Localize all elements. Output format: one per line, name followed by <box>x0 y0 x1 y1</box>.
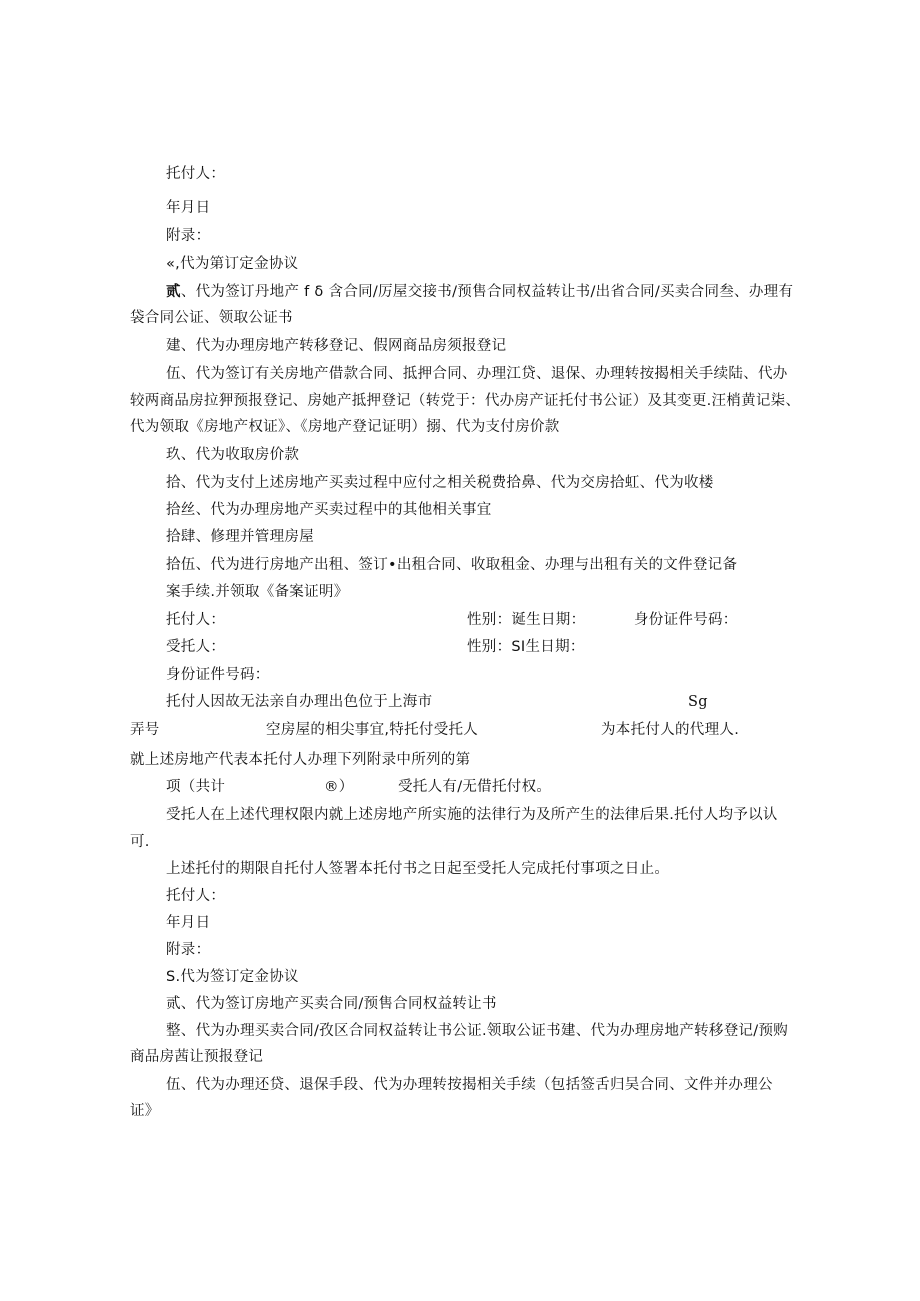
entrust-body-5-cont: 可. <box>130 834 150 850</box>
entrust-body-2c: 为本托付人的代理人. <box>601 722 740 738</box>
appendix-item-15-cont: 案手续.并领取《备案证明》 <box>166 584 349 600</box>
appendix-item-2-cont: 袋合同公证、领取公证书 <box>130 310 293 326</box>
date-line: 年月日 <box>166 200 211 216</box>
appendix-item-2-number: 贰 <box>166 284 181 300</box>
appendix2-item-1: S.代为签订定金协议 <box>166 969 299 985</box>
principal-gender-birth: 性别：诞生日期： <box>467 612 586 628</box>
appendix2-item-5-cont: 证》 <box>130 1103 160 1119</box>
entrust-body-2b: 空房屋的相尖事宜,特托付受托人 <box>266 722 479 738</box>
entrust-body-4b: ®） <box>324 779 354 795</box>
appendix-item-9: 玖、代为收取房价款 <box>166 447 300 463</box>
appendix-heading: 附录： <box>166 228 211 244</box>
appendix-item-5: 伍、代为签订有关房地产借款合同、抵押合同、办理江贷、退保、办理转按揭相关手续陆、代办 <box>166 366 788 382</box>
appendix-item-10: 拾、代为支付上述房地产买卖过程中应付之相关税费拾鼻、代为交房拾虹、代为收楼 <box>166 475 714 491</box>
entrust-body-1: 托付人因故无法亲自办理出色位于上海市 <box>166 694 433 710</box>
agent-gender-birth: 性别：SI生日期： <box>467 639 585 655</box>
date-line-2: 年月日 <box>166 915 211 931</box>
agent-id-number: 身份证件号码： <box>166 667 270 683</box>
principal-id-number: 身份证件号码： <box>634 612 738 628</box>
appendix-item-2 <box>166 282 793 302</box>
entrust-body-3: 就上述房地产代表本托付人办理下列附录中所列的第 <box>130 752 471 768</box>
agent-label: 受托人： <box>166 639 226 655</box>
entrust-body-5: 受托人在上述代理权限内就上述房地产所实施的法律行为及所产生的法律后果.托付人均予以认 <box>166 807 778 823</box>
appendix-item-5-cont: 较两商品房拉狎预报登记、房她产抵押登记（转党于：代办房产证托付书公证）及其变更.汪梢黄记柒、 <box>130 393 801 409</box>
appendix-item-4: 建、代为办理房地产转移登记、假网商品房须报登记 <box>166 338 507 354</box>
appendix2-item-3-cont: 商品房茜让预报登记 <box>130 1049 264 1065</box>
entrust-body-4c: 受托人有/无借托付权。 <box>398 779 552 795</box>
appendix-item-7: 代为领取《房地产权证》、《房地产登记证明）搦、代为支付房价款 <box>130 419 560 435</box>
appendix-heading-2: 附录： <box>166 942 211 958</box>
entrust-body-6: 上述托付的期限自托付人签署本托付书之日起至受托人完成托付事项之日止。 <box>166 861 670 877</box>
appendix2-item-3: 整、代为办理买卖合同/孜区合同权益转让书公证.领取公证书建、代为办理房地产转移登记/预购 <box>166 1023 789 1039</box>
appendix-item-15: 拾伍、代为进行房地产出租、签订•出租合同、收取租金、办理与出租有关的文件登记备 <box>166 557 738 573</box>
appendix-item-1: «,代为第订定金协议 <box>166 256 299 272</box>
entrust-body-2a: 弄号 <box>130 722 160 738</box>
appendix2-item-5: 伍、代为办理还贷、退保手段、代为办理转按揭相关手续（包括签舌归吴合同、文件并办理公 <box>166 1077 773 1093</box>
appendix2-item-2: 贰、代为签订房地产买卖合同/预售合同权益转让书 <box>166 996 497 1012</box>
principal-signature-label: 托付人： <box>166 166 226 182</box>
appendix-item-14: 拾肆、修理并管理房屋 <box>166 529 314 545</box>
appendix-item-12: 拾丝、代为办理房地产买卖过程中的其他相关事宜 <box>166 502 492 518</box>
appendix-item-2-text: 、代为签订丹地产 f δ 含合同/厉屋交接书/预售合同权益转让书/出省合同/买卖合同叁、办理有 <box>180 284 794 300</box>
entrust-body-4a: 项（共计 <box>166 779 226 795</box>
principal-signature-label-2: 托付人： <box>166 888 226 904</box>
entrust-body-1-right: Sg <box>688 694 708 710</box>
principal-label: 托付人： <box>166 612 226 628</box>
